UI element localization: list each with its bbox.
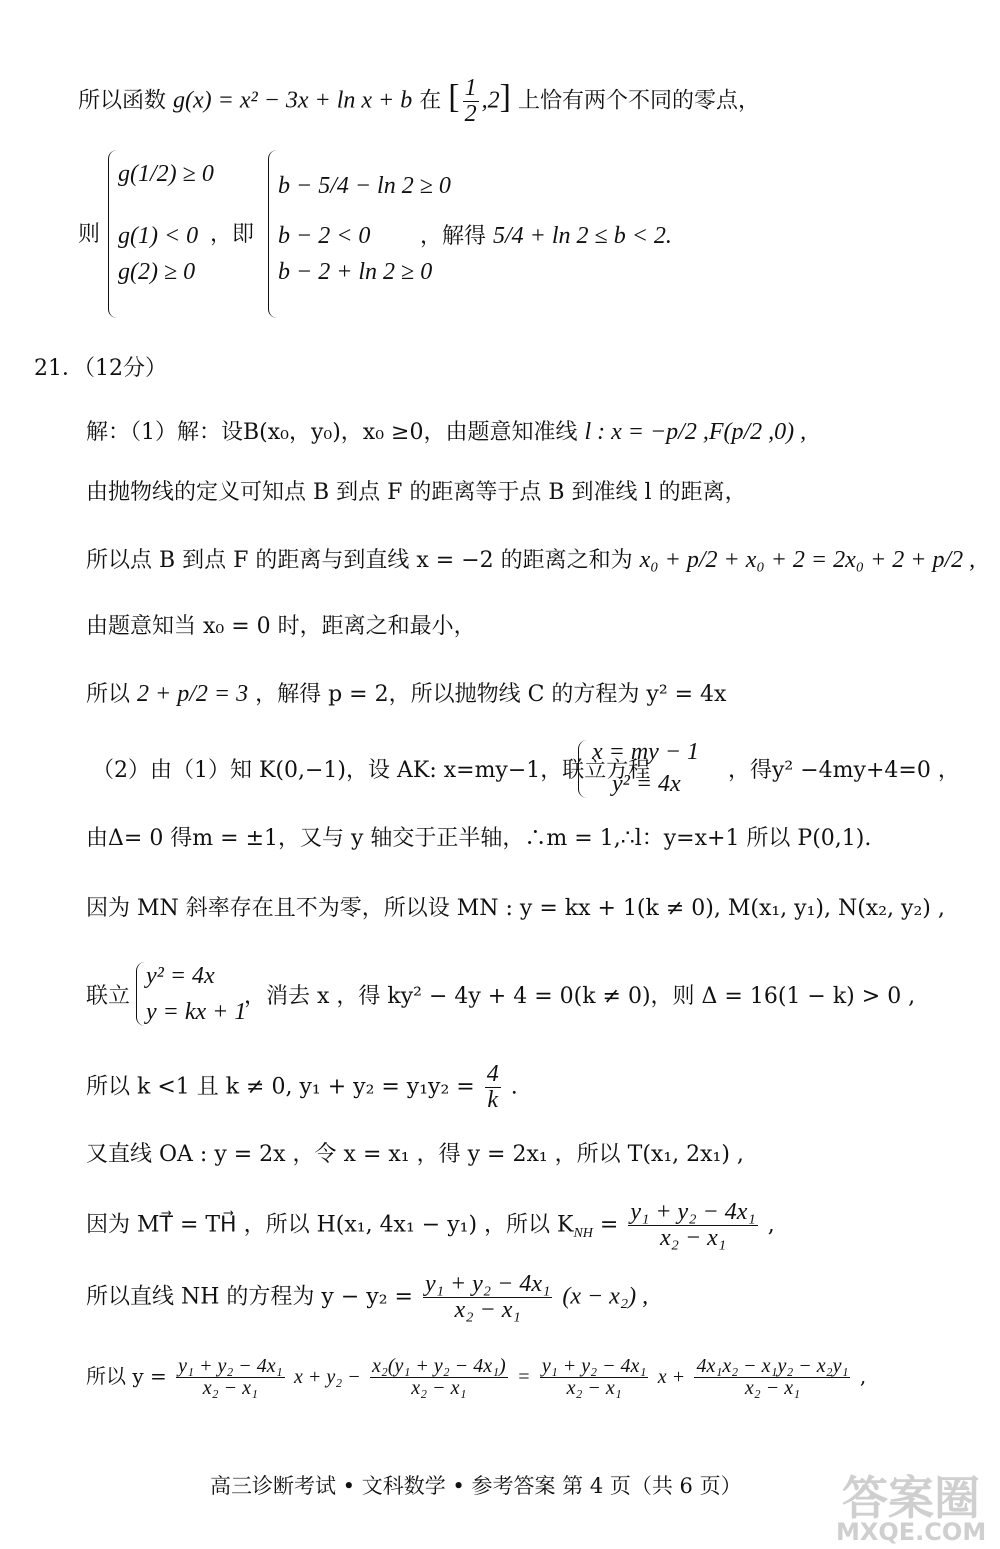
- text: 在: [419, 88, 442, 114]
- line-s10: 所以 k <1 且 k ≠ 0, y₁ + y₂ = y₁y₂ = $\frac{4}{k}$ .: [86, 1061, 518, 1114]
- text: ，即: [210, 222, 255, 247]
- brace: [108, 150, 117, 318]
- line-result: ，解得 5/4 + ln 2 ≤ b < 2.: [420, 223, 672, 249]
- line-s7: 由Δ= 0 得m = ±1，又与 y 轴交于正半轴，∴m = 1,∴l：y=x+1 所以 P(0,1).: [86, 826, 872, 851]
- brace: [578, 740, 587, 798]
- line-s11: 又直线 OA : y = 2x ，令 x = x₁ ，得 y = 2x₁ ，所以 T(x₁, 2x₁) ,: [86, 1142, 744, 1167]
- page-footer: 高三诊断考试 • 文科数学 • 参考答案 第 4 页（共 6 页）: [210, 1474, 742, 1498]
- line-s5: 所以 2 + p/2 = 3 ，解得 p = 2，所以抛物线 C 的方程为 y² = 4x: [86, 681, 727, 707]
- line-s2: 由抛物线的定义可知点 B 到点 F 的距离等于点 B 到准线 l 的距离，: [86, 480, 747, 505]
- text: ，消去 x ，得 ky² − 4y + 4 = 0(k ≠ 0)，则 Δ = 16(1 − k) > 0 ,: [244, 984, 916, 1009]
- line-s4: 由题意知当 x₀ = 0 时，距离之和最小，: [86, 614, 476, 639]
- text: 联立: [86, 984, 131, 1009]
- formula: ,2: [481, 87, 500, 114]
- line-1: 所以函数 g(x) = x² − 3x + ln x + b 在 [ $\frac{1}{2}$ ,2] 上恰有两个不同的零点，: [78, 75, 760, 128]
- text: 所以函数: [78, 88, 167, 114]
- fraction: $\frac{1}{2}$: [464, 75, 477, 128]
- text: ，得y² −4my+4=0 ，: [728, 758, 960, 783]
- watermark-url: MXQE.COM: [836, 1518, 987, 1546]
- line-s6: （2）由（1）知 K(0,−1)，设 AK: x=my−1，联立方程: [92, 758, 651, 783]
- line-s12: 因为 MT⃗ = TH⃗ ，所以 H(x₁, 4x₁ − y₁) ，所以 $K_{NH}$ = $\frac{\text{y₁ + y₂ − 4x₁}}{\text{x₂ − x₁}}$ ,: [86, 1199, 775, 1252]
- formula: g(1) < 0: [118, 223, 199, 249]
- watermark-logo: 答案圈: [842, 1471, 980, 1525]
- formula: y² = 4x: [612, 771, 681, 797]
- line-s8: 因为 MN 斜率存在且不为零，所以设 MN : y = kx + 1(k ≠ 0), M(x₁, y₁), N(x₂, y₂) ,: [86, 896, 945, 921]
- line-s3: 所以点 B 到点 F 的距离与到直线 x = −2 的距离之和为 x₀ + p/2 + x₀ + 2 = 2x₀ + 2 + p/2 ,: [86, 547, 976, 573]
- brace: [136, 962, 145, 1026]
- formula: b − 5/4 − ln 2 ≥ 0: [278, 173, 451, 199]
- formula: b − 2 < 0: [278, 223, 371, 249]
- formula: x = my − 1: [592, 739, 700, 765]
- line-s1: 解：（1）解：设B(x₀，y₀)，x₀ ≥0，由题意知准线 l : x = −p/2 ,F(p/2 ,0) ,: [86, 419, 807, 445]
- text: 上恰有两个不同的零点，: [517, 88, 760, 114]
- formula: g(2) ≥ 0: [118, 259, 196, 285]
- brace: [268, 150, 277, 318]
- formula: b − 2 + ln 2 ≥ 0: [278, 259, 433, 285]
- question-number: 21．（12分）: [34, 356, 167, 381]
- formula: y² = 4x: [146, 963, 215, 989]
- line-s14: 所以 y = $\frac{\text{y₁ + y₂ − 4x₁}}{\text{x₂ − x₁}}$ x + y₂ − $\frac{\text{x₂(y₁ + y₂ − 4x₁)}}{\text{x₂ − x₁}}$ = $\frac{\text{y₁ + y₂ − 4x₁}}{\text{x₂ − x₁}}$ x + $\frac{\text{4x₁x₂ − x₁y₂ − x₂y₁}}{\text{x₂ − x₁}}$ ,: [86, 1355, 867, 1399]
- formula: y = kx + 1: [146, 999, 247, 1025]
- text: 则: [78, 222, 101, 247]
- line-s13: 所以直线 NH 的方程为 y − y₂ = $\frac{\text{y₁ + y₂ − 4x₁}}{\text{x₂ − x₁}}$ (x − x₂) ,: [86, 1271, 649, 1324]
- formula: g(x) = x² − 3x + ln x + b: [173, 87, 413, 114]
- formula: g(1/2) ≥ 0: [118, 161, 214, 187]
